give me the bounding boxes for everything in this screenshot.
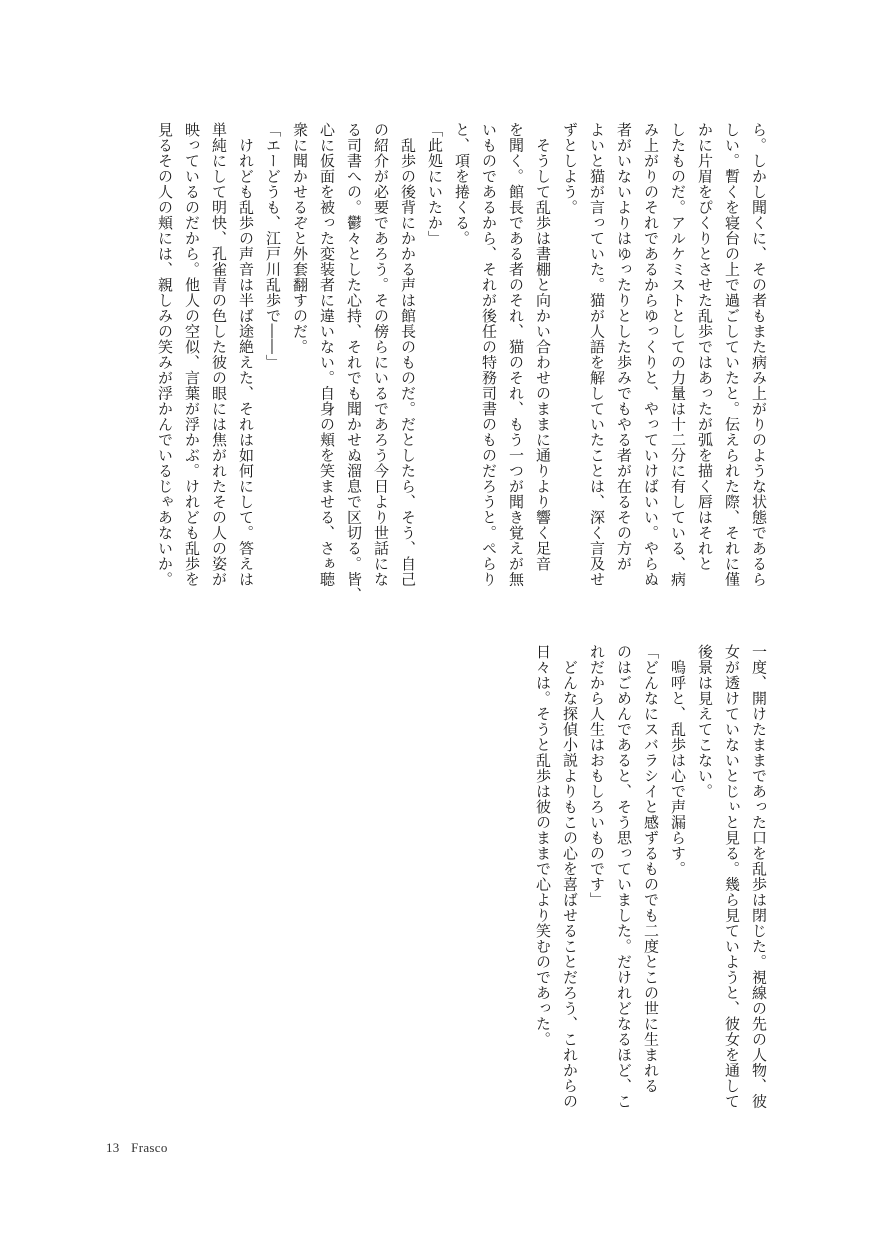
text-line: 「此処にいたか」 xyxy=(426,122,444,246)
text-line: 後景は見えてこない。 xyxy=(696,644,714,799)
text-line: 者がいないよりはゆったりとした歩みでもやる者が在るその方が xyxy=(615,122,633,572)
text-line: 一度、開けたままであった口を乱歩は閉じた。視線の先の人物、彼 xyxy=(750,644,768,1109)
text-line: る司書への。鬱々とした心持、それでも聞かせぬ溜息で区切る。皆、 xyxy=(345,122,363,603)
text-line: そうして乱歩は書棚と向かい合わせのままに通りより響く足音 xyxy=(534,122,552,572)
text-line: 心に仮面を被った変装者に違いない。自身の頬を笑ませる、さぁ聴 xyxy=(318,122,336,587)
publication-title: Frasco xyxy=(131,1140,168,1155)
text-line: 単純にして明快、孔雀青の色した彼の眼には焦がれたその人の姿が xyxy=(210,122,228,587)
page-footer xyxy=(106,1140,168,1156)
text-line: 見るその人の頬には、親しみの笑みが浮かんでいるじゃあないか。 xyxy=(156,122,174,587)
text-line: 衆に聞かせるぞと外套翻すのだ。 xyxy=(291,122,309,355)
text-line: 日々は。そうと乱歩は彼のままで心より笑むのであった。 xyxy=(534,644,552,1047)
page-number: 13 xyxy=(106,1140,120,1155)
text-line: ら。しかし聞くに、その者もまた病み上がりのような状態であるら xyxy=(750,122,768,587)
text-line: み上がりのそれであるからゆっくりと、やっていけばいい。やらぬ xyxy=(642,122,660,587)
text-line: いものであるから、それが後任の特務司書のものだろうと。ぺらり xyxy=(480,122,498,587)
text-line: どんな探偵小説よりもこの心を喜ばせることだろう、これからの xyxy=(561,644,579,1109)
text-line: を聞く。館長である者のそれ、猫のそれ、もう一つが聞き覚えが無 xyxy=(507,122,525,587)
text-line: 「どんなにスバラシイと感ずるものでも二度とこの世に生まれる xyxy=(642,644,660,1094)
text-line: しい。暫くを寝台の上で過ごしていたと。伝えられた際、それに僅 xyxy=(723,122,741,587)
text-line: 「エーどうも、江戸川乱歩で――」 xyxy=(264,122,282,370)
text-line: よいと猫が言っていた。猫が人語を解していたことは、深く言及せ xyxy=(588,122,606,587)
text-line: ずとしよう。 xyxy=(561,122,579,215)
text-line: 女が透けていないとじぃと見る。幾ら見ていようと、彼女を通して xyxy=(723,644,741,1109)
main-text-block xyxy=(132,122,772,612)
text-line: 乱歩の後背にかかる声は館長のものだ。だとしたら、そう、自己 xyxy=(399,122,417,587)
text-line: 映っているのだから。他人の空似、言葉が浮かぶ。けれども乱歩を xyxy=(183,122,201,587)
lower-text-block xyxy=(512,644,772,1154)
text-line: けれども乱歩の声音は半ば途絶えた、それは如何にして。答えは xyxy=(237,122,255,587)
text-line: と、項を捲くる。 xyxy=(453,122,471,246)
text-line: の紹介が必要であろう。その傍らにいるであろう今日より世話にな xyxy=(372,122,390,587)
text-line: のはごめんであると、そう思っていました。だけれどなるほど、こ xyxy=(615,644,633,1109)
text-line: したものだ。アルケミストとしての力量は十二分に有している、病 xyxy=(669,122,687,587)
text-line: かに片眉をぴくりとさせた乱歩ではあったが弧を描く唇はそれと xyxy=(696,122,714,572)
text-line: れだから人生はおもしろいものです」 xyxy=(588,644,606,908)
text-line: 嗚呼と、乱歩は心で声漏らす。 xyxy=(669,644,687,877)
